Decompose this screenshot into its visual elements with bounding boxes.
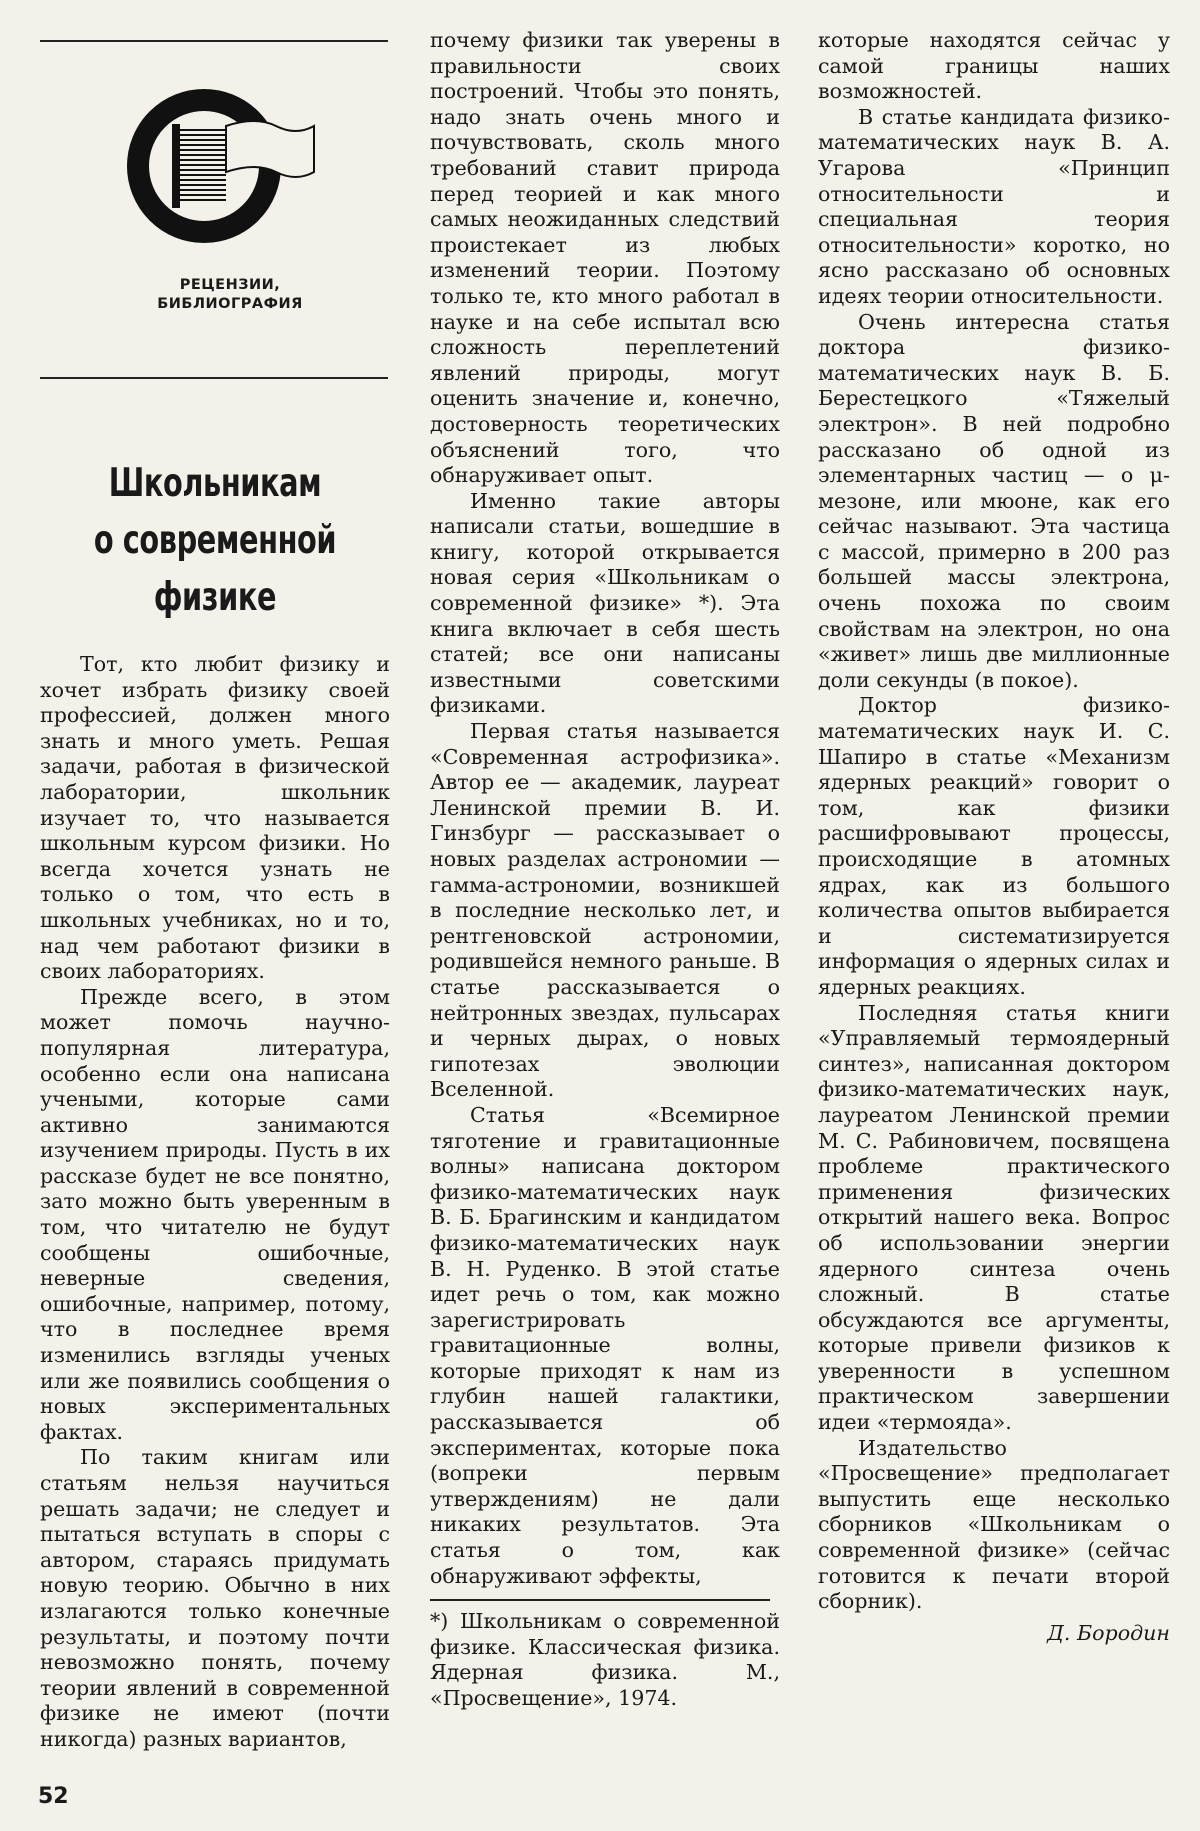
paragraph: Именно такие авторы написали статьи, вошедшие в книгу, которой открывается новая серия «Школьникам о современной физике» *). Эта книга включает в себя шесть статей; все они написаны известными советскими физиками. xyxy=(430,488,780,718)
section-divider xyxy=(40,377,388,379)
page-number: 52 xyxy=(38,1784,69,1809)
footnote: *) Школьникам о современной физике. Классическая физика. Ядерная физика. М., «Просвещение», 1974. xyxy=(430,1609,780,1710)
paragraph: Первая статья называется «Современная астрофизика». Автор ее — академик, лауреат Ленинской премии В. И. Гинзбург — рассказывает о новых разделах астрономии — гамма-астрономии, возникшей в последние несколько лет, и рентгеновской астрономии, родившейся немного раньше. В статье рассказывается о нейтронных звездах, пульсарах и черных дырах, о новых гипотезах эволюции Вселенной. xyxy=(430,719,780,1102)
section-label xyxy=(140,276,320,314)
section-label-line2: БИБЛИОГРАФИЯ xyxy=(157,296,303,312)
headline-line1: Школьникам xyxy=(108,461,322,506)
headline-line2: о современной xyxy=(93,518,337,563)
paragraph: почему физики так уверены в правильности своих построений. Чтобы это понять, надо знать очень много и почувствовать, сколь много требований ставит природа перед теорией и как много самых неожиданных следствий проистекает из любых изменений теории. Поэтому только те, кто много работал в науке и на себе испытал всю сложность переплетений явлений природы, могут оценить значение и, конечно, достоверность теоретических объяснений того, что обнаруживает опыт. xyxy=(430,28,780,488)
paragraph: В статье кандидата физико-математических наук В. А. Угарова «Принцип относительности и специальная теория относительности» коротко, но ясно рассказано об основных идеях теории относительности. xyxy=(818,104,1170,308)
paragraph: Прежде всего, в этом может помочь научно-популярная литература, особенно если она написана учеными, которые сами активно занимаются изучением природы. Пусть в их рассказе будет не все понятно, зато можно быть уверенным в том, что читателю не будут сообщены ошибочные, неверные сведения, ошибочные, например, потому, что в последнее время изменились взгляды ученых или же появились сообщения о новых экспериментальных фактах. xyxy=(40,984,390,1444)
article-headline xyxy=(72,455,359,626)
text-column-3 xyxy=(818,28,1170,1646)
author-signature: Д. Бородин xyxy=(1047,1620,1170,1645)
footnote-rule xyxy=(430,1599,770,1601)
headline-line3: физике xyxy=(153,575,277,620)
top-rule xyxy=(40,40,388,42)
paragraph: Последняя статья книги «Управляемый термоядерный синтез», написанная доктором физико-математических наук, лауреатом Ленинской премии М. С. Рабиновичем, посвящена проблеме практического применения физических открытий нашего века. Вопрос об использовании энергии ядерного синтеза очень сложный. В статье обсуждаются все аргументы, которые привели физиков к уверенности в успешном практическом завершении идеи «термояда». xyxy=(818,1000,1170,1435)
text-column-1 xyxy=(40,652,390,1753)
text-column-2 xyxy=(430,28,780,1712)
paragraph: Очень интересна статья доктора физико-математических наук В. Б. Берестецкого «Тяжелый электрон». В ней подробно рассказано об одной из элементарных частиц — о μ-мезоне, или мюоне, как его сейчас называют. Эта частица с массой, примерно в 200 раз большей массы электрона, очень похожа по своим свойствам на электрон, но она «живет» лишь две миллионные доли секунды (в покое). xyxy=(818,309,1170,692)
section-logo-icon xyxy=(126,86,316,246)
paragraph: По таким книгам или статьям нельзя научиться решать задачи; не следует и пытаться вступать в споры с автором, стараясь придумать новую теорию. Обычно в них излагаются только конечные результаты, и поэтому почти невозможно понять, почему теории явлений в современной физике не имеют (почти никогда) разных вариантов, xyxy=(40,1445,390,1751)
paragraph: которые находятся сейчас у самой границы наших возможностей. xyxy=(818,28,1170,104)
paragraph: Издательство «Просвещение» предполагает выпустить еще несколько сборников «Школьникам о современной физике» (сейчас готовится к печати второй сборник). xyxy=(818,1435,1170,1614)
paragraph: Тот, кто любит физику и хочет избрать физику своей профессией, должен много знать и много уметь. Решая задачи, работая в физической лаборатории, школьник изучает то, что называется школьным курсом физики. Но всегда хочется узнать не только о том, что есть в школьных учебниках, но и то, над чем работают физики в своих лабораториях. xyxy=(40,652,390,984)
paragraph: Доктор физико-математических наук И. С. Шапиро в статье «Механизм ядерных реакций» говорит о том, как физики расшифровывают процессы, происходящие в атомных ядрах, как из большого количества опытов выбирается и систематизируется информация о ядерных силах и ядерных реакциях. xyxy=(818,693,1170,999)
section-label-line1: РЕЦЕНЗИИ, xyxy=(179,277,281,293)
paragraph: Статья «Всемирное тяготение и гравитационные волны» написана доктором физико-математических наук В. Б. Брагинским и кандидатом физико-математических наук В. Н. Руденко. В этой статье идет речь о том, как можно зарегистрировать гравитационные волны, которые приходят к нам из глубин нашей галактики, рассказывается об экспериментах, которые пока (вопреки первым утверждениям) не дали никаких результатов. Эта статья о том, как обнаруживают эффекты, xyxy=(430,1102,780,1588)
